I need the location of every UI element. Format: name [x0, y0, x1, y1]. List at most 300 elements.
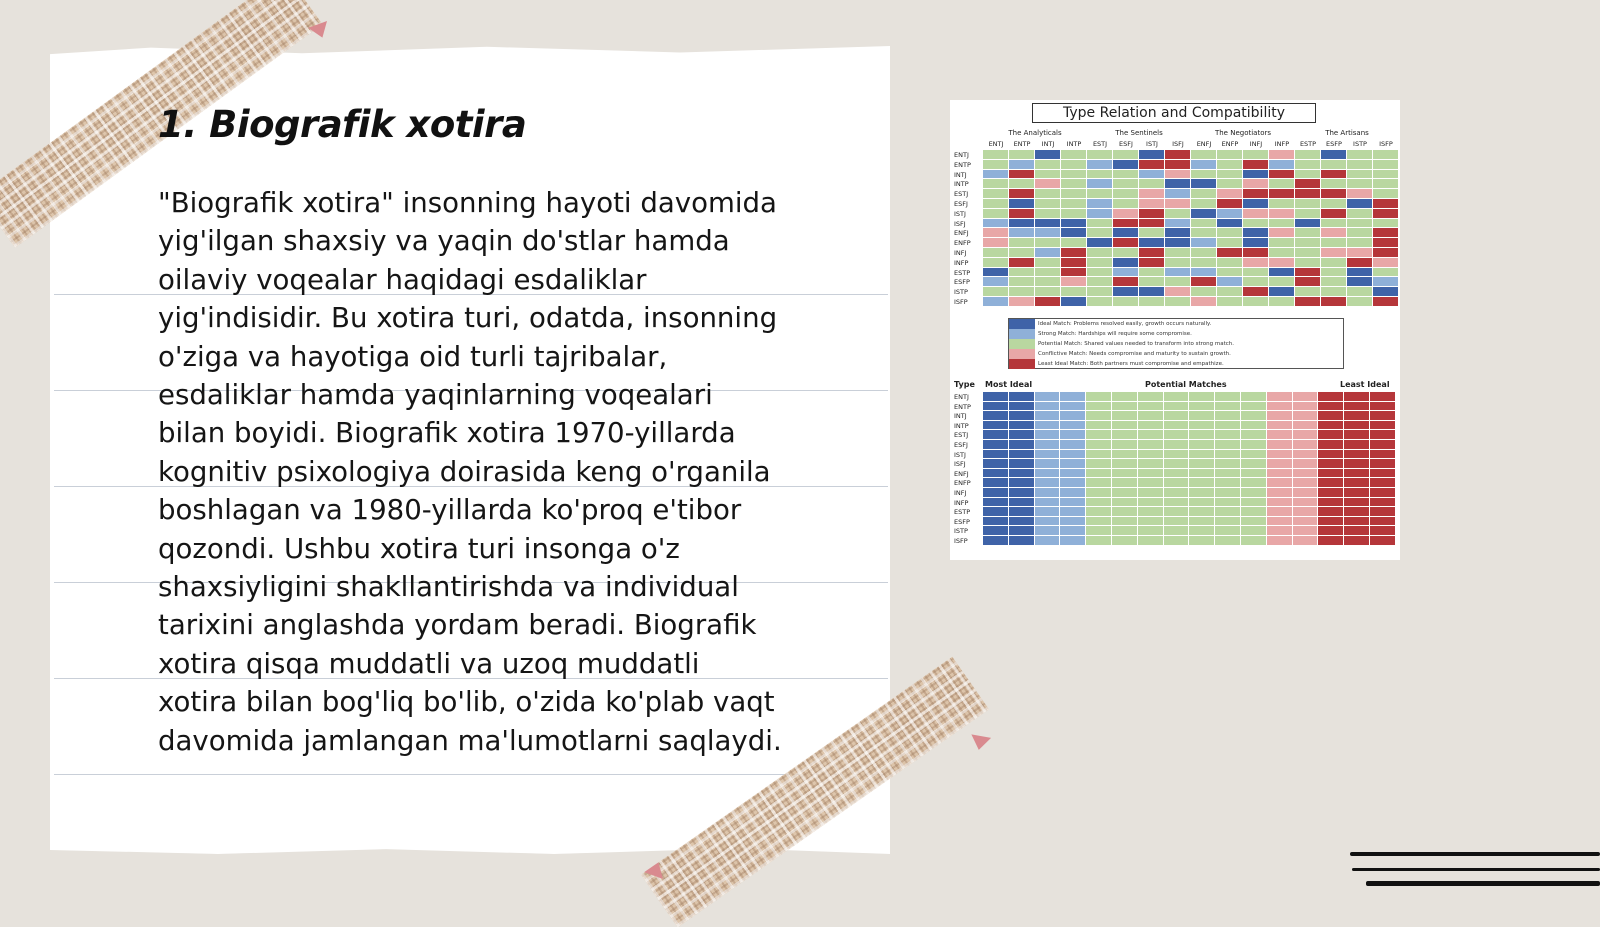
matrix-cell	[1087, 287, 1113, 297]
matches-cell	[1318, 526, 1344, 536]
matches-cell	[1112, 469, 1138, 479]
matches-cell	[983, 392, 1009, 402]
matches-cell	[1086, 517, 1112, 527]
matches-cell	[1344, 392, 1370, 402]
matches-cell	[1370, 411, 1396, 421]
matrix-cell	[1139, 248, 1165, 258]
matrix-cell	[1243, 199, 1269, 209]
matches-cell	[1267, 498, 1293, 508]
matches-cell	[1009, 411, 1035, 421]
matches-cell	[1370, 430, 1396, 440]
matrix-cell	[1347, 287, 1373, 297]
matrix-cell	[1295, 268, 1321, 278]
matrix-cell	[1269, 170, 1295, 180]
matches-cell	[1267, 459, 1293, 469]
matrix-cell	[1009, 297, 1035, 307]
matches-cell	[1241, 469, 1267, 479]
matches-cell	[1138, 392, 1164, 402]
matrix-cell	[1035, 277, 1061, 287]
matches-cell	[1344, 421, 1370, 431]
compatibility-chart-image	[950, 100, 1400, 560]
matches-cell	[1215, 526, 1241, 536]
matches-cell	[1267, 536, 1293, 546]
matches-cell	[1267, 450, 1293, 460]
matches-cell	[1086, 440, 1112, 450]
matches-cell	[1035, 478, 1061, 488]
matches-row-header: ISFP	[954, 537, 968, 545]
matrix-cell	[1295, 297, 1321, 307]
matches-cell	[1060, 526, 1086, 536]
matches-cell	[1164, 421, 1190, 431]
body-line: o'ziga va hayotiga oid turli tajribalar,	[158, 339, 668, 373]
matrix-col-header: ENTP	[1013, 140, 1031, 148]
matches-cell	[1293, 526, 1319, 536]
matches-cell	[1112, 392, 1138, 402]
matrix-cell	[1009, 258, 1035, 268]
matches-cell	[1370, 450, 1396, 460]
matches-cell	[1164, 536, 1190, 546]
matrix-cell	[1009, 199, 1035, 209]
body-line: shaxsiyligini shakllantirishda va individual	[158, 570, 739, 604]
matches-cell	[1086, 392, 1112, 402]
matrix-cell	[1217, 219, 1243, 229]
matrix-cell	[1087, 277, 1113, 287]
matches-cell	[1138, 411, 1164, 421]
matrix-cell	[1061, 297, 1087, 307]
matrix-cell	[1217, 277, 1243, 287]
matrix-cell	[1009, 248, 1035, 258]
matches-cell	[1009, 450, 1035, 460]
matrix-col-header: ISTP	[1353, 140, 1367, 148]
matrix-col-header: ISTJ	[1146, 140, 1158, 148]
matches-cell	[1370, 507, 1396, 517]
matches-cell	[1009, 459, 1035, 469]
matrix-cell	[1217, 238, 1243, 248]
matches-cell	[983, 430, 1009, 440]
matrix-cell	[1217, 287, 1243, 297]
matrix-cell	[983, 209, 1009, 219]
matrix-cell	[1113, 189, 1139, 199]
legend-swatch	[1009, 329, 1035, 339]
matrix-cell	[1165, 248, 1191, 258]
matrix-cell	[1373, 287, 1399, 297]
matches-cell	[1086, 526, 1112, 536]
matrix-row-header: ENFJ	[954, 229, 969, 238]
matrix-cell	[1347, 258, 1373, 268]
matrix-cell	[1035, 170, 1061, 180]
matrix-col-header: INTJ	[1041, 140, 1055, 148]
matches-cell	[1344, 488, 1370, 498]
matrix-cell	[1347, 297, 1373, 307]
matrix-cell	[1373, 189, 1399, 199]
matrix-cell	[1061, 238, 1087, 248]
matrix-cell	[1009, 170, 1035, 180]
matrix-cell	[1373, 160, 1399, 170]
matches-cell	[1241, 421, 1267, 431]
matches-cell	[1370, 459, 1396, 469]
matches-cell	[1060, 459, 1086, 469]
matrix-cell	[1087, 258, 1113, 268]
matrix-cell	[1087, 268, 1113, 278]
matrix-cell	[1035, 248, 1061, 258]
matrix-cell	[1061, 189, 1087, 199]
matrix-row-header: INFP	[954, 258, 969, 267]
matrix-col-header: INFP	[1274, 140, 1290, 148]
matrix-cell	[1191, 268, 1217, 278]
matches-cell	[1318, 430, 1344, 440]
matches-cell	[1215, 507, 1241, 517]
matches-row-header: ESTJ	[954, 431, 969, 440]
matrix-cell	[1113, 277, 1139, 287]
matrix-col-header: INTP	[1066, 140, 1082, 148]
slide-heading: 1. Biografik xotira	[158, 103, 527, 146]
matches-cell	[1189, 526, 1215, 536]
matrix-cell	[983, 277, 1009, 287]
matches-cell	[1293, 478, 1319, 488]
legend-item	[1009, 329, 1343, 339]
matches-cell	[1035, 402, 1061, 412]
matches-cell	[1370, 536, 1396, 546]
matrix-cell	[1269, 179, 1295, 189]
matches-cell	[1164, 411, 1190, 421]
matches-cell	[1318, 469, 1344, 479]
matches-cell	[1215, 421, 1241, 431]
matrix-cell	[983, 199, 1009, 209]
matrix-cell	[1087, 160, 1113, 170]
matrix-cell	[1061, 150, 1087, 160]
matrix-cell	[1165, 150, 1191, 160]
matrix-cell	[1087, 219, 1113, 229]
matches-cell	[1009, 421, 1035, 431]
matches-cell	[1164, 392, 1190, 402]
matrix-col-header: INFJ	[1249, 140, 1263, 148]
matrix-cell	[1035, 287, 1061, 297]
matches-cell	[1138, 507, 1164, 517]
matrix-cell	[1087, 189, 1113, 199]
matches-cell	[1318, 488, 1344, 498]
matrix-col-header: ISFP	[1379, 140, 1393, 148]
legend-text: Conflictive Match: Needs compromise and maturity to sustain growth.	[1038, 351, 1231, 357]
matrix-cell	[1191, 160, 1217, 170]
matches-cell	[1060, 498, 1086, 508]
matrix-cell	[1243, 268, 1269, 278]
matrix-cell	[1217, 258, 1243, 268]
matches-cell	[1344, 526, 1370, 536]
matches-cell	[1318, 392, 1344, 402]
matrix-cell	[1321, 297, 1347, 307]
matrix-cell	[1295, 150, 1321, 160]
matches-cell	[1241, 430, 1267, 440]
matches-cell	[1344, 536, 1370, 546]
matches-cell	[1086, 478, 1112, 488]
matches-cell	[1344, 469, 1370, 479]
matches-cell	[1267, 526, 1293, 536]
matches-cell	[1060, 411, 1086, 421]
matrix-cell	[1139, 170, 1165, 180]
matches-cell	[1293, 402, 1319, 412]
matches-cell	[1035, 488, 1061, 498]
matches-cell	[1035, 459, 1061, 469]
legend-text: Ideal Match: Problems resolved easily, growth occurs naturally.	[1038, 321, 1212, 327]
decor-stroke	[1352, 868, 1600, 871]
matches-cell	[1189, 507, 1215, 517]
matrix-cell	[1347, 170, 1373, 180]
matrix-cell	[1035, 268, 1061, 278]
matches-cell	[1370, 392, 1396, 402]
matrix-cell	[1139, 268, 1165, 278]
matches-cell	[1086, 536, 1112, 546]
matches-cell	[1035, 450, 1061, 460]
matches-cell	[1293, 459, 1319, 469]
matrix-cell	[1295, 209, 1321, 219]
matrix-cell	[1243, 209, 1269, 219]
matches-cell	[1215, 498, 1241, 508]
legend-item	[1009, 339, 1343, 349]
matrix-cell	[1243, 189, 1269, 199]
matches-cell	[1318, 450, 1344, 460]
matches-cell	[983, 536, 1009, 546]
matches-cell	[1060, 478, 1086, 488]
matrix-cell	[1269, 189, 1295, 199]
matrix-cell	[1113, 297, 1139, 307]
matrix-cell	[1191, 199, 1217, 209]
matrix-cell	[1269, 199, 1295, 209]
matches-cell	[1241, 526, 1267, 536]
matches-row-header: ENTP	[954, 402, 971, 411]
matches-cell	[1344, 450, 1370, 460]
matrix-col-header: ESTP	[1299, 140, 1317, 148]
matches-cell	[1189, 430, 1215, 440]
matrix-cell	[1321, 189, 1347, 199]
matrix-cell	[983, 258, 1009, 268]
matrix-cell	[1217, 199, 1243, 209]
matrix-cell	[1321, 277, 1347, 287]
matches-cell	[1241, 411, 1267, 421]
matrix-row-header: INTP	[954, 180, 969, 189]
matches-cell	[1164, 526, 1190, 536]
matches-cell	[1189, 498, 1215, 508]
matches-cell	[1189, 421, 1215, 431]
matrix-cell	[1139, 160, 1165, 170]
matches-cell	[1009, 526, 1035, 536]
matches-cell	[1215, 411, 1241, 421]
matches-cell	[1293, 517, 1319, 527]
matches-cell	[1318, 536, 1344, 546]
matrix-cell	[1165, 268, 1191, 278]
matrix-cell	[1191, 209, 1217, 219]
matches-cell	[1009, 392, 1035, 402]
matrix-cell	[1139, 228, 1165, 238]
matches-cell	[1344, 478, 1370, 488]
matrix-cell	[1139, 189, 1165, 199]
matches-cell	[1318, 440, 1344, 450]
matches-cell	[1344, 430, 1370, 440]
matches-cell	[1035, 536, 1061, 546]
body-line: xotira bilan bog'liq bo'lib, o'zida ko'plab vaqt	[158, 685, 775, 719]
matrix-cell	[1373, 268, 1399, 278]
matrix-cell	[1373, 209, 1399, 219]
matrix-cell	[1113, 170, 1139, 180]
matrix-cell	[1269, 238, 1295, 248]
matrix-cell	[1243, 150, 1269, 160]
matches-cell	[1138, 402, 1164, 412]
matrix-col-header: ENFJ	[1196, 140, 1212, 148]
matches-cell	[1241, 498, 1267, 508]
matches-cell	[1035, 411, 1061, 421]
matrix-cell	[1321, 209, 1347, 219]
matrix-cell	[1165, 199, 1191, 209]
matches-cell	[1060, 392, 1086, 402]
matrix-cell	[1139, 258, 1165, 268]
matches-cell	[1060, 488, 1086, 498]
matches-cell	[1344, 440, 1370, 450]
matrix-cell	[1113, 209, 1139, 219]
matrix-col-header: ENFP	[1221, 140, 1239, 148]
matches-cell	[1164, 430, 1190, 440]
matrix-row-header: ENFP	[954, 239, 971, 248]
matrix-col-header: ESFP	[1326, 140, 1342, 148]
matches-cell	[983, 488, 1009, 498]
matches-cell	[1060, 430, 1086, 440]
matches-cell	[1138, 526, 1164, 536]
matrix-cell	[1061, 160, 1087, 170]
matrix-row-header: ESTJ	[954, 190, 969, 199]
matches-cell	[1189, 478, 1215, 488]
matches-cell	[1112, 478, 1138, 488]
matches-cell	[1293, 421, 1319, 431]
matrix-cell	[983, 228, 1009, 238]
matches-cell	[1112, 536, 1138, 546]
matches-cell	[1215, 536, 1241, 546]
matrix-row-header: ISTP	[954, 288, 968, 297]
matches-cell	[1035, 507, 1061, 517]
matches-cell	[1370, 440, 1396, 450]
matches-cell	[1267, 411, 1293, 421]
body-line: qozondi. Ushbu xotira turi insonga o'z	[158, 531, 680, 565]
matches-row-header: INFP	[954, 498, 969, 507]
matrix-cell	[1295, 228, 1321, 238]
matrix-cell	[1061, 258, 1087, 268]
matrix-cell	[1087, 170, 1113, 180]
matrix-cell	[1139, 179, 1165, 189]
matches-cell	[1293, 450, 1319, 460]
matches-cell	[1267, 421, 1293, 431]
matrix-cell	[1295, 219, 1321, 229]
matrix-cell	[1191, 238, 1217, 248]
matrix-cell	[1321, 170, 1347, 180]
matrix-cell	[1347, 268, 1373, 278]
matches-cell	[1267, 440, 1293, 450]
matrix-cell	[1191, 219, 1217, 229]
matrix-cell	[1165, 287, 1191, 297]
matrix-cell	[1139, 209, 1165, 219]
matrix-cell	[1243, 277, 1269, 287]
matches-cell	[1318, 507, 1344, 517]
matrix-cell	[1061, 209, 1087, 219]
matrix-cell	[1113, 248, 1139, 258]
matrix-cell	[1035, 199, 1061, 209]
matrix-cell	[1373, 219, 1399, 229]
matrix-cell	[1295, 287, 1321, 297]
matrix-cell	[1295, 170, 1321, 180]
matches-cell	[1009, 402, 1035, 412]
matches-cell	[1267, 430, 1293, 440]
body-line: bilan boyidi. Biografik xotira 1970-yillarda	[158, 416, 736, 450]
matrix-cell	[1035, 179, 1061, 189]
matrix-cell	[983, 160, 1009, 170]
matrix-cell	[1373, 228, 1399, 238]
matrix-row-header: INTJ	[954, 170, 967, 179]
matrix-cell	[1191, 189, 1217, 199]
matrix-cell	[1295, 277, 1321, 287]
decor-stroke	[1366, 881, 1600, 886]
matrix-cell	[1061, 228, 1087, 238]
matrix-cell	[1113, 219, 1139, 229]
matrix-col-header: ESTJ	[1092, 140, 1108, 148]
matrix-cell	[1035, 209, 1061, 219]
matches-cell	[1009, 430, 1035, 440]
matrix-cell	[1113, 160, 1139, 170]
matches-cell	[1035, 469, 1061, 479]
matches-cell	[1215, 488, 1241, 498]
body-line: boshlagan va 1980-yillarda ko'proq e'tibor	[158, 493, 742, 527]
matches-cell	[1112, 459, 1138, 469]
matches-cell	[1293, 430, 1319, 440]
matrix-cell	[1061, 287, 1087, 297]
matrix-cell	[1373, 277, 1399, 287]
table2-most-header: Most Ideal	[985, 380, 1033, 389]
matrix-cell	[1061, 277, 1087, 287]
matches-cell	[1293, 507, 1319, 517]
matrix-cell	[1321, 268, 1347, 278]
matrix-cell	[1269, 219, 1295, 229]
matrix-cell	[1243, 297, 1269, 307]
matrix-cell	[1217, 297, 1243, 307]
matrix-cell	[1035, 219, 1061, 229]
matrix-col-header: ISFJ	[1172, 140, 1184, 148]
matrix-cell	[1139, 238, 1165, 248]
matches-cell	[1241, 478, 1267, 488]
matrix-cell	[983, 170, 1009, 180]
matches-cell	[1164, 402, 1190, 412]
matches-cell	[1215, 450, 1241, 460]
matches-cell	[1009, 469, 1035, 479]
matches-cell	[983, 402, 1009, 412]
matches-cell	[1164, 517, 1190, 527]
matches-cell	[1035, 430, 1061, 440]
matrix-cell	[1009, 189, 1035, 199]
matrix-cell	[1139, 219, 1165, 229]
matches-cell	[1138, 469, 1164, 479]
matches-cell	[1370, 469, 1396, 479]
matches-cell	[1241, 507, 1267, 517]
matrix-cell	[1373, 199, 1399, 209]
legend-text: Least Ideal Match: Both partners must compromise and empathize.	[1038, 361, 1224, 367]
matrix-cell	[1321, 287, 1347, 297]
matches-cell	[1138, 488, 1164, 498]
matches-cell	[1318, 411, 1344, 421]
matrix-cell	[1191, 277, 1217, 287]
matrix-row-header: ISFP	[954, 298, 968, 306]
matches-cell	[1189, 517, 1215, 527]
matrix-cell	[1217, 160, 1243, 170]
matches-cell	[1086, 430, 1112, 440]
matrix-row-header: ENTP	[954, 160, 971, 169]
matrix-cell	[1009, 277, 1035, 287]
matrix-cell	[1321, 160, 1347, 170]
matrix-cell	[1347, 160, 1373, 170]
matches-cell	[1370, 498, 1396, 508]
